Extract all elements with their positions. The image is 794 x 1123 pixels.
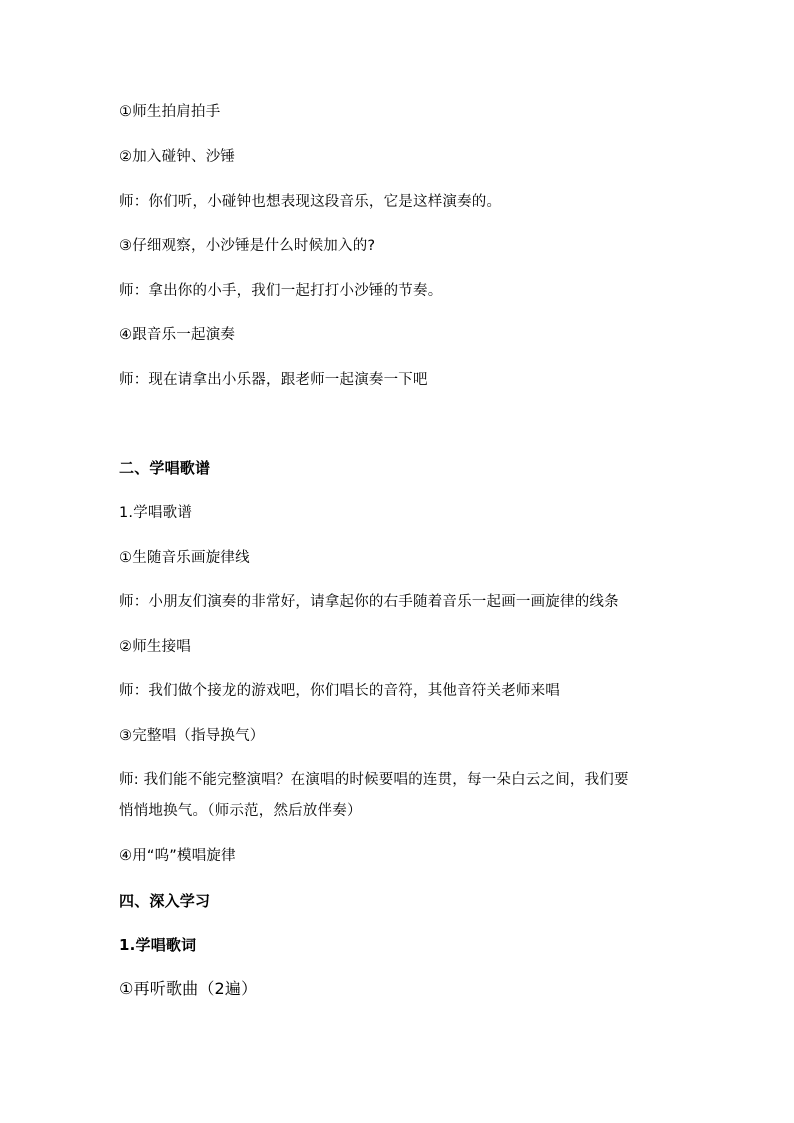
section-heading-deep-learning: 四、深入学习 bbox=[119, 892, 211, 910]
step-full-singing: ③完整唱（指导换气） bbox=[119, 728, 265, 744]
step-play-along: ④跟音乐一起演奏 bbox=[119, 327, 236, 343]
step-observe-maraca: ③仔细观察，小沙锤是什么时候加入的? bbox=[119, 238, 376, 254]
teacher-line-breathing-2: 悄悄地换气。（师示范，然后放伴奏） bbox=[119, 803, 362, 819]
step-hum-melody: ④用“呜”模唱旋律 bbox=[119, 848, 236, 864]
step-draw-melody-line: ①生随音乐画旋律线 bbox=[119, 550, 250, 566]
teacher-line-maraca-rhythm: 师：拿出你的小手，我们一起打打小沙锤的节奏。 bbox=[119, 283, 443, 299]
teacher-line-bell: 师：你们听，小碰钟也想表现这段音乐，它是这样演奏的。 bbox=[119, 194, 502, 210]
section-heading-learn-score: 二、学唱歌谱 bbox=[119, 459, 211, 477]
subheading-learn-lyrics: 1.学唱歌词 bbox=[119, 936, 197, 954]
step-clap-shoulders: ①师生拍肩拍手 bbox=[119, 104, 221, 120]
step-add-instruments: ②加入碰钟、沙锤 bbox=[119, 149, 236, 165]
step-listen-again: ①再听歌曲（2遍） bbox=[119, 979, 258, 998]
teacher-line-breathing-1: 师: 我们能不能完整演唱？在演唱的时候要唱的连贯，每一朵白云之间，我们要 bbox=[119, 772, 629, 788]
step-call-response: ②师生接唱 bbox=[119, 639, 191, 655]
subheading-learn-score: 1.学唱歌谱 bbox=[119, 505, 193, 521]
teacher-line-relay-game: 师：我们做个接龙的游戏吧，你们唱长的音符，其他音符关老师来唱 bbox=[119, 683, 560, 699]
teacher-line-draw-melody: 师：小朋友们演奏的非常好，请拿起你的右手随着音乐一起画一画旋律的线条 bbox=[119, 594, 619, 610]
teacher-line-instruments: 师：现在请拿出小乐器，跟老师一起演奏一下吧 bbox=[119, 372, 428, 388]
